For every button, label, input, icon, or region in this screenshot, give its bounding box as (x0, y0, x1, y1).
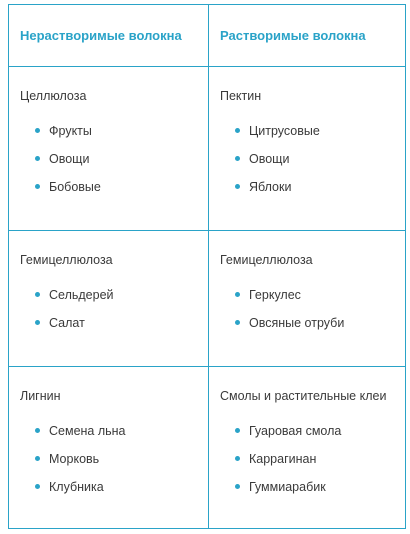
bullet-dot-icon (235, 484, 240, 489)
list-item-label: Клубника (49, 480, 104, 494)
list-item (235, 124, 320, 152)
bullet-dot-icon (35, 428, 40, 433)
list-item-label: Геркулес (249, 288, 301, 302)
list-item-label: Каррагинан (249, 452, 317, 466)
list-item (235, 152, 320, 180)
list-item-label: Бобовые (49, 180, 101, 194)
group-title: Гемицеллюлоза (20, 253, 113, 267)
list-item-label: Семена льна (49, 424, 126, 438)
list-item (235, 480, 341, 508)
bullet-list (235, 124, 320, 208)
list-item-label: Овощи (49, 152, 90, 166)
cell-pectin (209, 67, 405, 231)
cell-cellulose (9, 67, 209, 231)
bullet-dot-icon (235, 320, 240, 325)
cell-gums (209, 367, 405, 528)
list-item-label: Фрукты (49, 124, 92, 138)
list-item (35, 424, 126, 452)
bullet-list (35, 288, 114, 344)
list-item-label: Цитрусовые (249, 124, 320, 138)
bullet-dot-icon (235, 428, 240, 433)
group-title: Лигнин (20, 389, 61, 403)
bullet-dot-icon (35, 456, 40, 461)
list-item-label: Морковь (49, 452, 100, 466)
bullet-dot-icon (35, 320, 40, 325)
list-item (35, 480, 126, 508)
cell-hemicellulose-insoluble (9, 231, 209, 367)
bullet-dot-icon (235, 184, 240, 189)
list-item (235, 424, 341, 452)
cell-hemicellulose-soluble (209, 231, 405, 367)
header-insoluble (9, 5, 209, 67)
list-item-label: Сельдерей (49, 288, 114, 302)
list-item (235, 288, 344, 316)
bullet-list (35, 424, 126, 508)
list-item-label: Салат (49, 316, 85, 330)
list-item-label: Гуаровая смола (249, 424, 342, 438)
bullet-dot-icon (35, 184, 40, 189)
list-item (35, 316, 114, 344)
bullet-dot-icon (35, 156, 40, 161)
group-title: Смолы и растительные клеи (220, 389, 387, 403)
list-item (235, 316, 344, 344)
fiber-table (8, 4, 406, 529)
list-item (35, 124, 101, 152)
header-soluble-label: Растворимые волокна (220, 28, 366, 43)
list-item-label: Овсяные отруби (249, 316, 345, 330)
bullet-dot-icon (235, 128, 240, 133)
list-item-label: Овощи (249, 152, 290, 166)
list-item-label: Гуммиарабик (249, 480, 326, 494)
bullet-list (235, 424, 341, 508)
bullet-dot-icon (235, 292, 240, 297)
list-item (235, 452, 341, 480)
list-item (35, 180, 101, 208)
list-item (235, 180, 320, 208)
bullet-dot-icon (235, 456, 240, 461)
header-soluble (209, 5, 405, 67)
bullet-dot-icon (35, 292, 40, 297)
bullet-list (235, 288, 344, 344)
bullet-dot-icon (235, 156, 240, 161)
list-item (35, 452, 126, 480)
bullet-list (35, 124, 101, 208)
bullet-dot-icon (35, 128, 40, 133)
list-item (35, 152, 101, 180)
cell-lignin (9, 367, 209, 528)
group-title: Гемицеллюлоза (220, 253, 313, 267)
bullet-dot-icon (35, 484, 40, 489)
list-item (35, 288, 114, 316)
header-insoluble-label: Нерастворимые волокна (20, 28, 182, 43)
group-title: Пектин (220, 89, 262, 103)
group-title: Целлюлоза (20, 89, 87, 103)
list-item-label: Яблоки (249, 180, 292, 194)
